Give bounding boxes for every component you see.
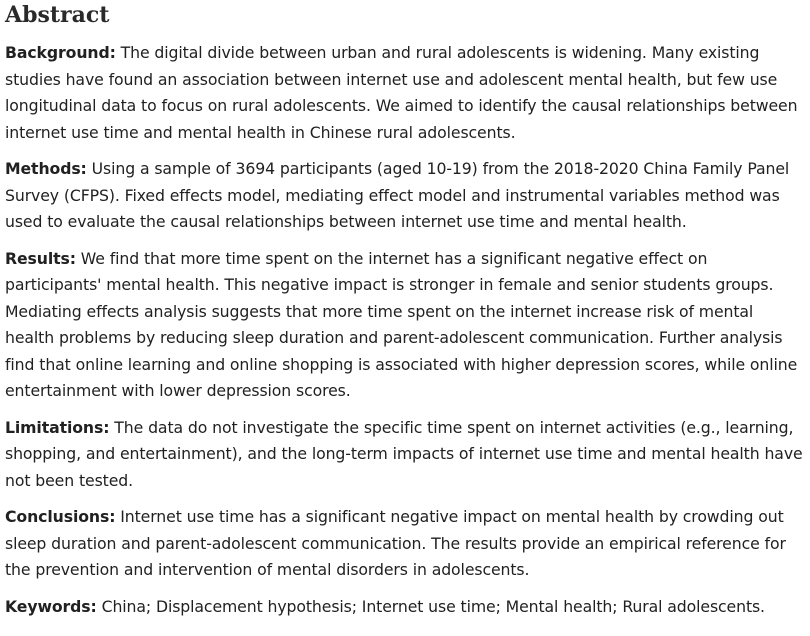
methods-paragraph — [5, 156, 804, 236]
results-paragraph — [5, 246, 804, 405]
background-paragraph — [5, 40, 804, 146]
keywords-label: Keywords: — [5, 596, 97, 616]
conclusions-paragraph — [5, 504, 804, 584]
limitations-text: The data do not investigate the specific time spent on internet activities (e.g., learning, shopping, and entertainment), and the long-term impacts of internet use time and mental health have not been tested. — [5, 417, 803, 490]
limitations-paragraph — [5, 415, 804, 495]
results-text: We find that more time spent on the internet has a significant negative effect on participants' mental health. This negative impact is stronger in female and senior students groups. Mediating effects analysis suggests that more time spent on the internet increase risk of mental health problems by reducing sleep duration and parent-adolescent communication. Further analysis find that online learning and online shopping is associated with higher depression scores, while online entertainment with lower depression scores. — [5, 248, 798, 400]
background-text: The digital divide between urban and rural adolescents is widening. Many existing studies have found an association between internet use and adolescent mental health, but few use longitudinal data to focus on rural adolescents. We aimed to identify the causal relationships between internet use time and mental health in Chinese rural adolescents. — [5, 43, 798, 142]
conclusions-label: Conclusions: — [5, 507, 116, 526]
methods-label: Methods: — [5, 159, 87, 178]
background-label: Background: — [5, 43, 116, 62]
keywords-paragraph — [5, 594, 804, 621]
keywords-text: China; Displacement hypothesis; Internet use time; Mental health; Rural adolescents. — [96, 596, 765, 616]
conclusions-text: Internet use time has a significant negative impact on mental health by crowding out sleep duration and parent-adolescent communication. The results provide an empirical reference for the prevention and intervention of mental disorders in adolescents. — [5, 507, 786, 579]
limitations-label: Limitations: — [5, 417, 110, 437]
abstract-heading: Abstract — [5, 2, 110, 28]
results-label: Results: — [5, 248, 76, 268]
methods-text: Using a sample of 3694 participants (aged 10-19) from the 2018-2020 China Family Panel Survey (CFPS). Fixed effects model, mediating effect model and instrumental variables method was used to evaluate the causal relationships between internet use time and mental health. — [5, 159, 790, 231]
